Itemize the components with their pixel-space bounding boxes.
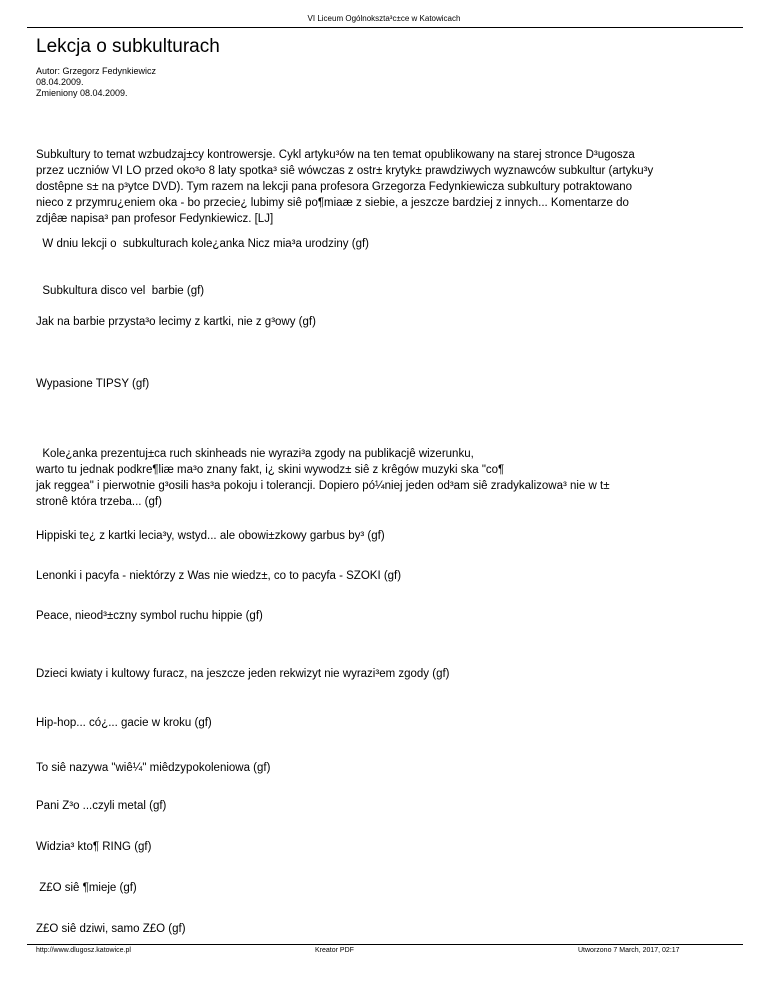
- photo-caption: Lenonki i pacyfa - niektórzy z Was nie wiedz±, co to pacyfa - SZOKI (gf): [36, 570, 402, 582]
- footer-created-date: Utworzono 7 March, 2017, 02:17: [578, 947, 680, 954]
- photo-caption: Subkultura disco vel barbie (gf): [36, 285, 205, 297]
- photo-caption: W dniu lekcji o subkulturach kole¿anka Nicz mia³a urodziny (gf): [36, 238, 369, 250]
- photo-caption: Wypasione TIPSY (gf): [36, 378, 150, 390]
- modified-line: Zmieniony 08.04.2009.: [36, 88, 128, 98]
- photo-caption: Widzia³ kto¶ RING (gf): [36, 841, 152, 853]
- footer-creator: Kreator PDF: [315, 947, 354, 954]
- author-line: Autor: Grzegorz Fedynkiewicz: [36, 66, 157, 76]
- photo-caption: Pani Z³o ...czyli metal (gf): [36, 800, 167, 812]
- photo-caption: Dzieci kwiaty i kultowy furacz, na jeszcze jeden rekwizyt nie wyrazi³em zgody (gf): [36, 668, 450, 680]
- photo-caption: Hip-hop... có¿... gacie w kroku (gf): [36, 717, 212, 729]
- footer-url-link[interactable]: http://www.dlugosz.katowice.pl: [36, 947, 131, 954]
- article-meta: [36, 66, 156, 99]
- footer-divider: [27, 944, 743, 945]
- photo-caption: Hippiski te¿ z kartki lecia³y, wstyd... ale obowi±zkowy garbus by³ (gf): [36, 530, 385, 542]
- page-header: VI Liceum Ogólnokszta³c±ce w Katowicach: [307, 14, 461, 23]
- header-divider: [27, 27, 743, 28]
- photo-caption: To siê nazywa "wiê¼" miêdzypokoleniowa (gf): [36, 762, 271, 774]
- article-title: Lekcja o subkulturach: [36, 36, 220, 57]
- photo-caption-skinheads: Kole¿anka prezentuj±ca ruch skinheads nie wyrazi³a zgody na publikacjê wizerunku, warto tu jednak podkre¶liæ ma³o znany fakt, i¿ skini wywodz± siê z krêgów muzyki ska "co¶ jak reggea" i pierwotnie g³osili has³a pokoju i tolerancji. Dopiero pó¼niej jeden od³am siê zradykalizowa³ nie w t± stronê która trzeba... (gf): [36, 448, 610, 508]
- photo-caption: Peace, nieod³±czny symbol ruchu hippie (gf): [36, 610, 263, 622]
- photo-caption: Z£O siê dziwi, samo Z£O (gf): [36, 923, 186, 935]
- date-line: 08.04.2009.: [36, 77, 84, 87]
- photo-caption: Jak na barbie przysta³o lecimy z kartki, nie z g³owy (gf): [36, 316, 316, 328]
- photo-caption: Z£O siê ¶mieje (gf): [36, 882, 137, 894]
- intro-paragraph: Subkultury to temat wzbudzaj±cy kontrowersje. Cykl artyku³ów na ten temat opublikowany na starej stronce D³ugosza przez uczniów VI LO przed oko³o 8 laty spotka³ siê wówczas z ostr± krytyk± prawdziwych wyznawców subkultur (artyku³y dostêpne s± na p³ytce DVD). Tym razem na lekcji pana profesora Grzegorza Fedynkiewicza subkultury potraktowano nieco z przymru¿eniem oka - bo przecie¿ lubimy siê po¶miaæ z siebie, a jeszcze bardziej z innych... Komentarze do zdjêæ napisa³ pan profesor Fedynkiewicz. [LJ]: [36, 149, 654, 225]
